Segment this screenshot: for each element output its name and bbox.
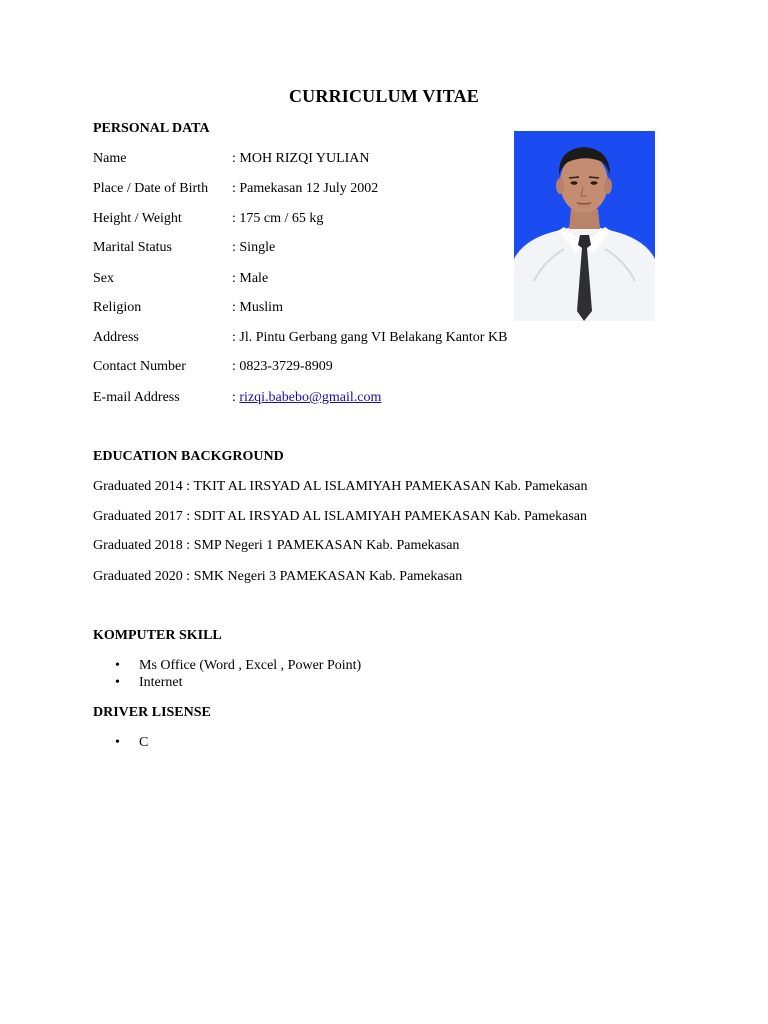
bullet-icon: • (115, 675, 120, 690)
row-label: Place / Date of Birth (93, 181, 209, 196)
row-value: : 175 cm / 65 kg (232, 211, 324, 226)
person-photo-icon (514, 131, 655, 321)
email-link[interactable]: rizqi.babebo@gmail.com (239, 390, 382, 405)
row-label: Address (93, 330, 139, 345)
row-label: Sex (93, 271, 114, 286)
computer-skill-heading: KOMPUTER SKILL (93, 628, 222, 643)
row-label: Religion (93, 300, 142, 315)
personal-data-heading: PERSONAL DATA (93, 121, 210, 136)
bullet-icon: • (115, 658, 120, 673)
list-item-text: Internet (139, 675, 183, 690)
row-value: : Male (232, 271, 269, 286)
row-value: : Jl. Pintu Gerbang gang VI Belakang Kantor KB (232, 330, 508, 345)
profile-photo (514, 131, 655, 321)
row-label: Name (93, 151, 127, 166)
education-item: Graduated 2020 : SMK Negeri 3 PAMEKASAN Kab. Pamekasan (93, 569, 463, 584)
driver-license-heading: DRIVER LISENSE (93, 705, 211, 720)
row-value: : Pamekasan 12 July 2002 (232, 181, 379, 196)
row-value: : MOH RIZQI YULIAN (232, 151, 370, 166)
row-label: Height / Weight (93, 211, 182, 226)
education-item: Graduated 2014 : TKIT AL IRSYAD AL ISLAMIYAH PAMEKASAN Kab. Pamekasan (93, 479, 588, 494)
row-label: Marital Status (93, 240, 172, 255)
list-item-text: C (139, 735, 149, 750)
email-colon: : (232, 390, 240, 405)
education-item: Graduated 2017 : SDIT AL IRSYAD AL ISLAMIYAH PAMEKASAN Kab. Pamekasan (93, 509, 587, 524)
list-item-text: Ms Office (Word , Excel , Power Point) (139, 658, 362, 673)
row-label: E-mail Address (93, 390, 180, 405)
bullet-icon: • (115, 735, 120, 750)
education-item: Graduated 2018 : SMP Negeri 1 PAMEKASAN Kab. Pamekasan (93, 538, 460, 553)
row-value: : Single (232, 240, 276, 255)
row-value: : Muslim (232, 300, 283, 315)
row-value (232, 390, 381, 406)
education-heading: EDUCATION BACKGROUND (93, 449, 284, 464)
page-title: CURRICULUM VITAE (288, 86, 480, 106)
row-label: Contact Number (93, 359, 186, 374)
row-value: : 0823-3729-8909 (232, 359, 333, 374)
